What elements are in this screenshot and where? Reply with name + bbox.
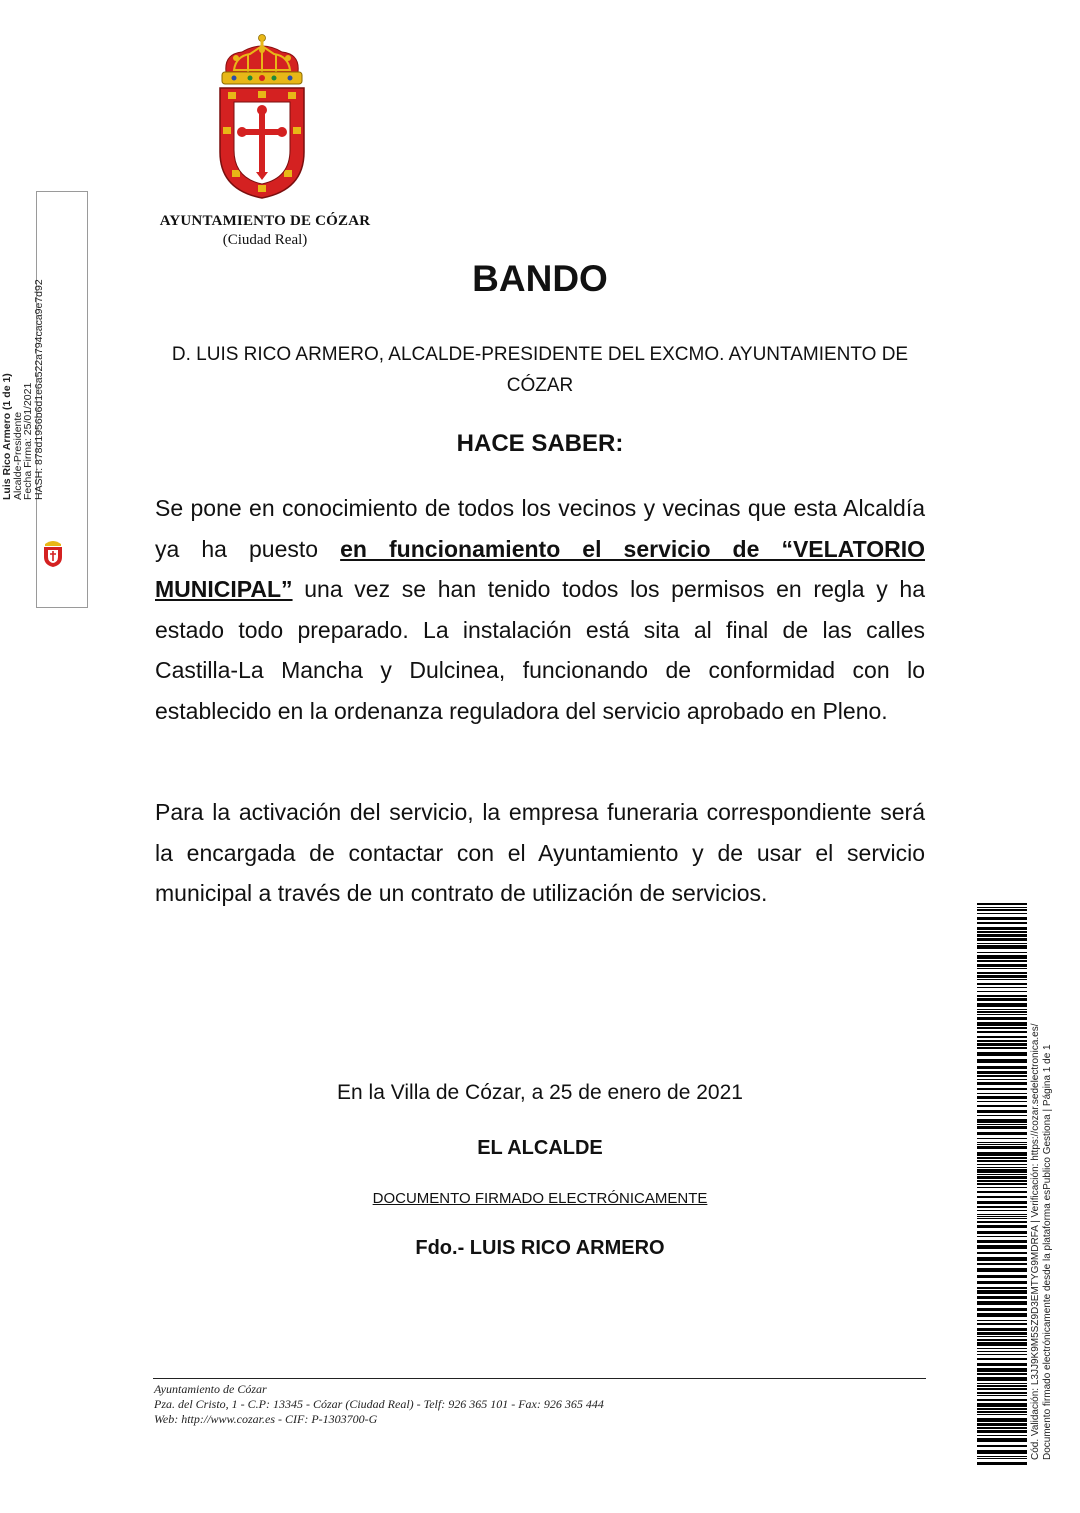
place-and-date: En la Villa de Cózar, a 25 de enero de 2021 [337,1081,743,1104]
barcode-bar [977,1231,1027,1234]
barcode-bar [977,1427,1027,1429]
barcode-bar [977,1383,1027,1384]
barcode-bar [977,1445,1027,1447]
signature-role: Alcalde-Presidente [11,411,24,500]
barcode-bar [977,1047,1027,1049]
barcode-bar [977,1323,1027,1325]
barcode-bar [977,1174,1027,1175]
barcode-bar [977,907,1027,908]
barcode-bar [977,995,1027,997]
barcode-bar [977,1160,1027,1162]
barcode-bar [977,960,1027,962]
body-paragraph-2: Para la activación del servicio, la empresa funeraria correspondiente será la encargada de contactar con el Ayuntamiento y de usar el servicio municipal a través de un contrato de utilización de servicios. [155,799,925,906]
barcode-bar [977,952,1027,953]
barcode-bar [977,934,1027,937]
barcode-bar [977,1418,1027,1422]
barcode-bar [977,1146,1027,1149]
footer [154,1382,854,1427]
barcode-bar [977,1225,1027,1228]
barcode-bar [977,1124,1027,1125]
barcode-bar [977,1082,1027,1085]
barcode-bar [977,1132,1027,1135]
organization-name: AYUNTAMIENTO DE CÓZAR [159,213,371,229]
barcode-bar [977,1268,1027,1272]
barcode-bar [977,1263,1027,1265]
barcode-bar [977,1348,1027,1349]
barcode-icon [977,903,1027,1468]
barcode-bar [977,1206,1027,1208]
barcode-bar [977,1196,1027,1198]
signature-stamp-text [1,270,45,500]
barcode-bar [977,1027,1027,1029]
barcode-bar [977,1332,1027,1335]
barcode-bar [977,1290,1027,1294]
barcode-bar [977,1167,1027,1168]
barcode-bar [977,1462,1027,1465]
barcode-bar [977,903,1027,905]
barcode-bar [977,1339,1027,1341]
signature-hash: HASH: 878d1956b6d1e6a522a794caca9e7d92 [32,279,45,500]
barcode-bar [977,1066,1027,1069]
barcode-bar [977,1017,1027,1020]
barcode-bar [977,1075,1027,1077]
barcode-bar [977,1408,1027,1410]
validation-text [1030,980,1064,1460]
barcode-bar [977,1022,1027,1026]
barcode-bar [977,1281,1027,1284]
barcode-bar [977,1411,1027,1413]
barcode-bar [977,1395,1027,1396]
barcode-bar [977,1176,1027,1179]
barcode-bar [977,1142,1027,1143]
barcode-bar [977,979,1027,980]
barcode-bar [977,1009,1027,1010]
barcode-bar [977,1101,1027,1102]
barcode-bar [977,1351,1027,1352]
barcode-bar [977,1328,1027,1331]
barcode-bar [977,945,1027,949]
barcode-bar [977,1354,1027,1355]
barcode-bar [977,1214,1027,1215]
barcode-bar [977,917,1027,920]
barcode-bar [977,922,1027,924]
barcode-bar [977,1169,1027,1173]
barcode-bar [977,1236,1027,1237]
barcode-bar [977,1423,1027,1426]
barcode-bar [977,943,1027,944]
barcode-bar [977,1385,1027,1387]
barcode-bar [977,1320,1027,1321]
barcode-bar [977,1358,1027,1360]
barcode-bar [977,1438,1027,1442]
barcode-bar [977,1011,1027,1013]
signer-title: EL ALCALDE [477,1137,603,1159]
coat-of-arms-icon [212,32,312,200]
barcode-bar [977,1164,1027,1165]
barcode-bar [977,1059,1027,1063]
barcode-bar [977,1119,1027,1123]
barcode-bar [977,1456,1027,1457]
footer-divider [153,1378,926,1379]
barcode-bar [977,1183,1027,1185]
footer-web: Web: http://www.cozar.es - CIF: P-1303700-G [154,1412,378,1426]
barcode-bar [977,1296,1027,1299]
barcode-bar [977,1126,1027,1129]
electronically-signed-notice: DOCUMENTO FIRMADO ELECTRÓNICAMENTE [372,1190,708,1207]
barcode-bar [977,1052,1027,1056]
barcode-bar [977,1377,1027,1381]
barcode-bar [977,1096,1027,1099]
barcode-bar [977,983,1027,985]
barcode-bar [977,1414,1027,1415]
barcode-bar [977,1115,1027,1116]
barcode-bar [977,1342,1027,1346]
barcode-bar [977,1180,1027,1182]
barcode-bar [977,1105,1027,1107]
barcode-bar [977,1191,1027,1193]
mayor-heading: D. LUIS RICO ARMERO, ALCALDE-PRESIDENTE DEL EXCMO. AYUNTAMIENTO DE CÓZAR [171,344,909,396]
barcode-bar [977,1450,1027,1454]
barcode-bar [977,1187,1027,1188]
barcode-bar [977,1257,1027,1261]
barcode-bar [977,1088,1027,1090]
signature-signer: Luis Rico Armero (1 de 1) [1,373,13,500]
barcode-bar [977,1201,1027,1204]
barcode-bar [977,998,1027,1001]
barcode-bar [977,1308,1027,1311]
barcode-bar [977,1157,1027,1159]
barcode-bar [977,1003,1027,1007]
barcode-bar [977,1216,1027,1217]
paragraph-1-rest: una vez se han tenido todos los permisos en regla y ha estado todo preparado. La instalación está sita al final de las calles Castilla-La Mancha y Dulcinea, funcionando de conformidad con lo establecido en la ordenanza reguladora del servicio aprobado en Pleno. [155,576,925,724]
barcode-bar [977,1210,1027,1211]
organization-location: (Ciudad Real) [222,232,308,248]
barcode-bar [977,1240,1027,1243]
barcode-bar [977,1036,1027,1038]
barcode-bar [977,975,1027,978]
barcode-bar [977,1275,1027,1278]
barcode-bar [977,1043,1027,1046]
barcode-bar [977,913,1027,914]
body-paragraph-1 [155,488,925,731]
barcode-bar [977,1138,1027,1139]
signature-date: Fecha Firma: 25/01/2021 [22,382,34,500]
barcode-bar [977,1336,1027,1337]
barcode-bar [977,931,1027,933]
barcode-bar [977,1392,1027,1394]
barcode-bar [977,1301,1027,1305]
barcode-bar [977,1399,1027,1401]
barcode-bar [977,968,1027,969]
signed-by: Fdo.- LUIS RICO ARMERO [415,1237,665,1259]
barcode-bar [977,1152,1027,1156]
barcode-bar [977,1373,1027,1375]
barcode-bar [977,1093,1027,1094]
footer-org: Ayuntamiento de Cózar [154,1382,267,1396]
barcode-bar [977,1430,1027,1433]
announcement-heading: HACE SABER: [456,430,624,457]
barcode-bar [977,1403,1027,1407]
barcode-bar [977,955,1027,959]
document-title: BANDO [472,258,608,299]
barcode-bar [977,1218,1027,1219]
barcode-bar [977,1435,1027,1436]
barcode-bar [977,991,1027,992]
barcode-bar [977,1313,1027,1317]
barcode-bar [977,1144,1027,1145]
barcode-bar [977,1245,1027,1249]
barcode-bar [977,909,1027,911]
barcode-bar [977,972,1027,974]
small-coat-of-arms-icon [42,538,64,568]
barcode-bar [977,927,1027,930]
barcode-bar [977,1221,1027,1223]
validation-code: Cód. Validación: L3JJ9K9M5SZ9D3EMTYG9MDRFA | Verificación: https://cozar.sedelectronica.es/ [1030,1023,1041,1460]
footer-address: Pza. del Cristo, 1 - C.P: 13345 - Cózar (Ciudad Real) - Telf: 926 365 101 - Fax: 926 365 444 [154,1397,604,1411]
barcode-bar [977,1252,1027,1254]
barcode-bar [977,1287,1027,1289]
barcode-bar [977,1031,1027,1033]
barcode-bar [977,964,1027,967]
barcode-bar [977,1014,1027,1015]
barcode-bar [977,1071,1027,1074]
barcode-bar [977,1079,1027,1080]
paragraph-1-intro: Se pone en conocimiento de todos los vecinos y vecinas que esta Alcaldía ya ha puesto [155,495,925,562]
barcode-bar [977,1040,1027,1042]
barcode-bar [977,1458,1027,1459]
barcode-bar [977,1363,1027,1366]
barcode-bar [977,1388,1027,1390]
barcode-bar [977,938,1027,941]
paragraph-1-highlight: en funcionamiento el servicio de “VELATORIO MUNICIPAL” [155,535,926,602]
barcode-bar [977,1110,1027,1113]
barcode-bar [977,987,1027,988]
validation-platform: Documento firmado electrónicamente desde la plataforma esPublico Gestiona | Página 1 de 1 [1041,1044,1053,1460]
barcode-bar [977,1368,1027,1372]
